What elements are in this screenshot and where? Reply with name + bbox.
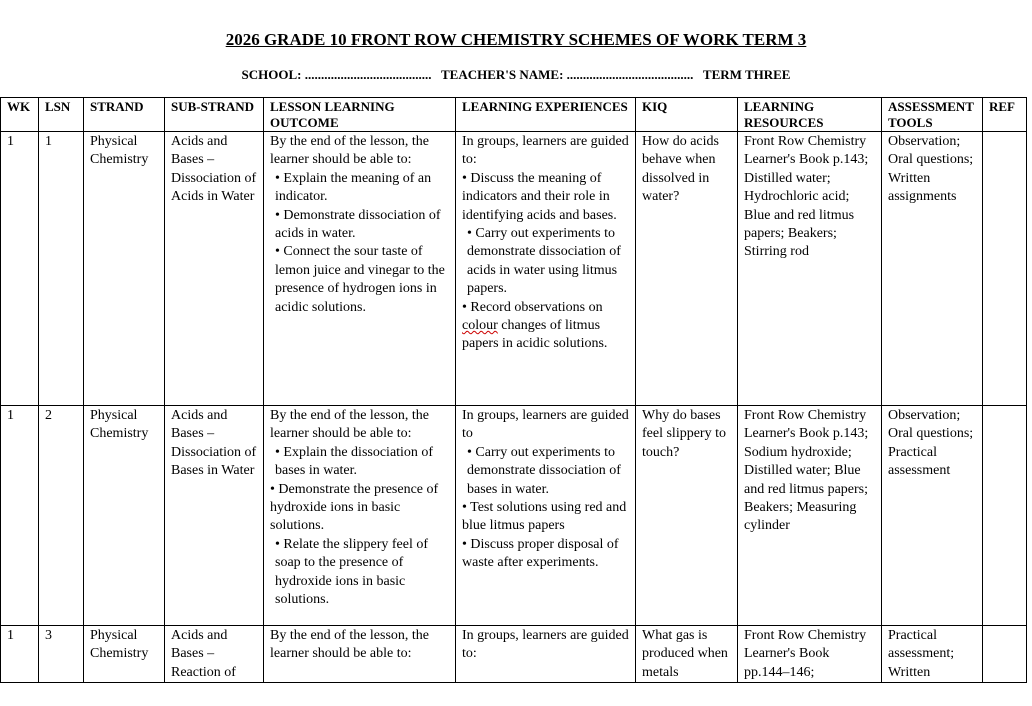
cell-ref bbox=[983, 406, 1027, 626]
cell-wk: 1 bbox=[1, 132, 39, 406]
cell-experiences bbox=[456, 626, 636, 683]
table-row bbox=[1, 406, 1027, 626]
outcome-intro: By the end of the lesson, the learner should be able to: bbox=[270, 134, 430, 168]
outcome-item: • Relate the slippery feel of soap to the presence of hydroxide ions in basic solutions. bbox=[275, 536, 429, 608]
col-header-lsn: LSN bbox=[39, 98, 84, 132]
experience-intro: In groups, learners are guided to: bbox=[462, 628, 629, 662]
cell-substrand: Acids and Bases – Dissociation of Acids in Water bbox=[165, 132, 264, 406]
cell-ref bbox=[983, 626, 1027, 683]
cell-strand: Physical Chemistry bbox=[84, 132, 165, 406]
experience-text: changes of litmus papers in acidic solutions. bbox=[462, 318, 608, 352]
cell-strand: Physical Chemistry bbox=[84, 626, 165, 683]
col-header-wk: WK bbox=[1, 98, 39, 132]
table-row bbox=[1, 626, 1027, 683]
cell-substrand: Acids and Bases – Dissociation of Bases in Water bbox=[165, 406, 264, 626]
cell-outcome bbox=[264, 132, 456, 406]
cell-assessment: Observation; Oral questions; Written assignments bbox=[882, 132, 983, 406]
cell-resources: Front Row Chemistry Learner's Book p.143; Sodium hydroxide; Distilled water; Blue and red litmus papers; Beakers; Measuring cylinder bbox=[738, 406, 882, 626]
outcome-item: • Explain the dissociation of bases in water. bbox=[275, 444, 434, 479]
outcome-intro: By the end of the lesson, the learner should be able to: bbox=[270, 408, 430, 442]
outcome-item: • Explain the meaning of an indicator. bbox=[275, 170, 432, 205]
cell-substrand: Acids and Bases – Reaction of bbox=[165, 626, 264, 683]
experience-item: • Discuss the meaning of indicators and their role in identifying acids and bases. bbox=[462, 170, 617, 223]
col-header-kiq: KIQ bbox=[636, 98, 738, 132]
cell-ref bbox=[983, 132, 1027, 406]
cell-lsn: 3 bbox=[39, 626, 84, 683]
col-header-outcome: LESSON LEARNING OUTCOME bbox=[264, 98, 456, 132]
outcome-item: • Connect the sour taste of lemon juice and vinegar to the presence of hydrogen ions in acidic solutions. bbox=[275, 244, 445, 315]
col-header-strand: STRAND bbox=[84, 98, 165, 132]
cell-resources: Front Row Chemistry Learner's Book p.143; Distilled water; Hydrochloric acid; Blue and red litmus papers; Beakers; Stirring rod bbox=[738, 132, 882, 406]
outcome-intro: By the end of the lesson, the learner should be able to: bbox=[270, 628, 430, 662]
table-header-row bbox=[1, 98, 1027, 132]
col-header-resources: LEARNING RESOURCES bbox=[738, 98, 882, 132]
outcome-item: • Demonstrate the presence of hydroxide ions in basic solutions. bbox=[270, 481, 439, 534]
cell-kiq: Why do bases feel slippery to touch? bbox=[636, 406, 738, 626]
cell-assessment: Practical assessment; Written bbox=[882, 626, 983, 683]
document-title: 2026 GRADE 10 FRONT ROW CHEMISTRY SCHEMES OF WORK TERM 3 bbox=[225, 30, 807, 49]
cell-kiq: How do acids behave when dissolved in water? bbox=[636, 132, 738, 406]
experience-intro: In groups, learners are guided to: bbox=[462, 134, 629, 168]
cell-lsn: 1 bbox=[39, 132, 84, 406]
cell-resources: Front Row Chemistry Learner's Book pp.144–146; bbox=[738, 626, 882, 683]
table-row bbox=[1, 132, 1027, 406]
experience-intro: In groups, learners are guided to bbox=[462, 408, 629, 442]
cell-experiences bbox=[456, 132, 636, 406]
col-header-assessment: ASSESSMENT TOOLS bbox=[882, 98, 983, 132]
spellcheck-word: colour bbox=[462, 318, 498, 334]
cell-assessment: Observation; Oral questions; Practical assessment bbox=[882, 406, 983, 626]
experience-item: • Test solutions using red and blue litmus papers bbox=[462, 500, 627, 534]
cell-kiq: What gas is produced when metals bbox=[636, 626, 738, 683]
experience-item: • Discuss proper disposal of waste after experiments. bbox=[462, 536, 619, 571]
experience-item: • Carry out experiments to demonstrate dissociation of acids in water using litmus papers. bbox=[467, 226, 621, 297]
cell-wk: 1 bbox=[1, 626, 39, 683]
cell-wk: 1 bbox=[1, 406, 39, 626]
col-header-experiences: LEARNING EXPERIENCES bbox=[456, 98, 636, 132]
cell-outcome bbox=[264, 626, 456, 683]
cell-outcome bbox=[264, 406, 456, 626]
col-header-ref: REF bbox=[983, 98, 1027, 132]
outcome-item: • Demonstrate dissociation of acids in water. bbox=[275, 207, 441, 242]
cell-experiences bbox=[456, 406, 636, 626]
experience-item bbox=[462, 299, 631, 354]
document-subheader: SCHOOL: ....................................... TEACHER'S NAME: ....................................... TERM THREE bbox=[241, 67, 791, 82]
experience-text: • Record observations on bbox=[462, 299, 603, 315]
cell-lsn: 2 bbox=[39, 406, 84, 626]
experience-item: • Carry out experiments to demonstrate dissociation of bases in water. bbox=[467, 444, 621, 497]
schemes-of-work-table bbox=[0, 97, 1027, 683]
cell-strand: Physical Chemistry bbox=[84, 406, 165, 626]
col-header-substrand: SUB-STRAND bbox=[165, 98, 264, 132]
